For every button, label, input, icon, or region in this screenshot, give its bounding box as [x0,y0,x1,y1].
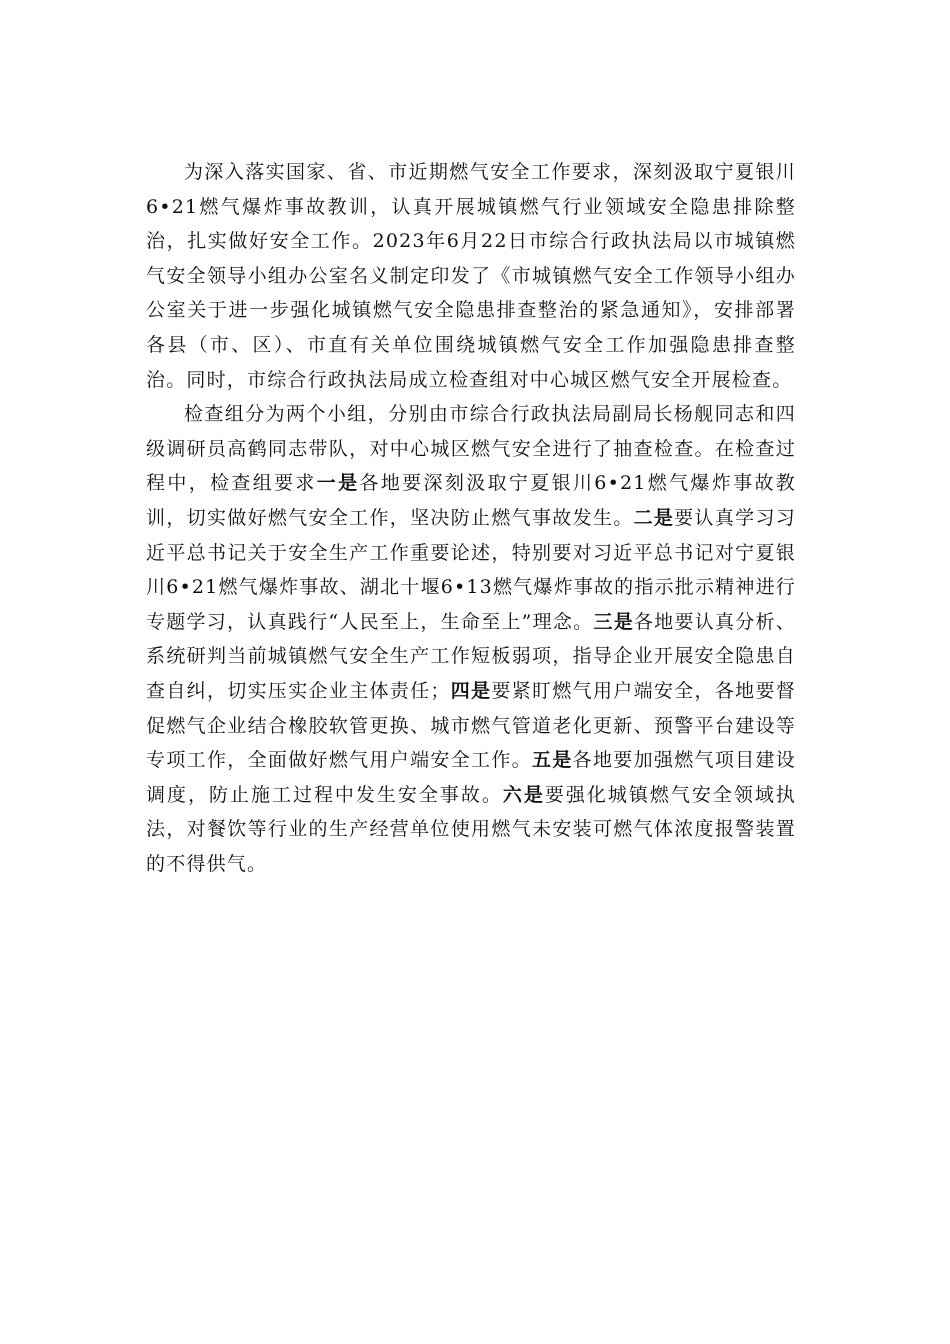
paragraph-text: 各地要深刻汲取宁夏银川6•21燃气爆炸事故教训，切实做好燃气安全工作，坚决防止燃气事故发生。 [146,472,796,529]
paragraph-text: 为深入落实国家、省、市近期燃气安全工作要求，深刻汲取宁夏银川6•21燃气爆炸事故教训，认真开展城镇燃气行业领域安全隐患排除整治，扎实做好安全工作。2023年6月22日市综合行政执法局以市城镇燃气安全领导小组办公室名义制定印发了《市城镇燃气安全工作领导小组办公室关于进一步强化城镇燃气安全隐患排查整治的紧急通知》，安排部署各县（市、区）、市直有关单位围绕城镇燃气安全工作加强隐患排查整治。同时，市综合行政执法局成立检查组对中心城区燃气安全开展检查。 [146,161,796,391]
paragraph-text: 要认真学习习近平总书记关于安全生产工作重要论述，特别要对习近平总书记对宁夏银川6•21燃气爆炸事故、湖北十堰6•13燃气爆炸事故的指示批示精神进行专题学习，认真践行“人民至上，生命至上”理念。 [146,506,796,633]
paragraph-1 [146,155,796,397]
bold-marker-first: 一是 [316,472,360,495]
bold-marker-fourth: 四是 [450,679,492,702]
paragraph-text: 各地要认真分析、系统研判当前城镇燃气安全生产工作短板弱项，指导企业开展安全隐患自查自纠，切实压实企业主体责任； [146,610,796,702]
bold-marker-sixth: 六是 [502,783,545,806]
paragraph-text: 要紧盯燃气用户端安全，各地要督促燃气企业结合橡胶软管更换、城市燃气管道老化更新、预警平台建设等专项工作，全面做好燃气用户端安全工作。 [146,679,796,772]
paragraph-2 [146,397,796,881]
paragraph-text: 要强化城镇燃气安全领域执法，对餐饮等行业的生产经营单位使用燃气未安装可燃气体浓度报警装置的不得供气。 [146,783,797,875]
bold-marker-third: 三是 [593,610,634,633]
bold-marker-fifth: 五是 [532,749,573,772]
document-body [146,155,796,881]
paragraph-text: 检查组分为两个小组，分别由市综合行政执法局副局长杨舰同志和四级调研员高鹤同志带队，对中心城区燃气安全进行了抽查检查。在检查过程中，检查组要求 [146,403,796,495]
paragraph-text: 各地要加强燃气项目建设调度，防止施工过程中发生安全事故。 [146,749,796,806]
bold-marker-second: 二是 [633,506,675,529]
